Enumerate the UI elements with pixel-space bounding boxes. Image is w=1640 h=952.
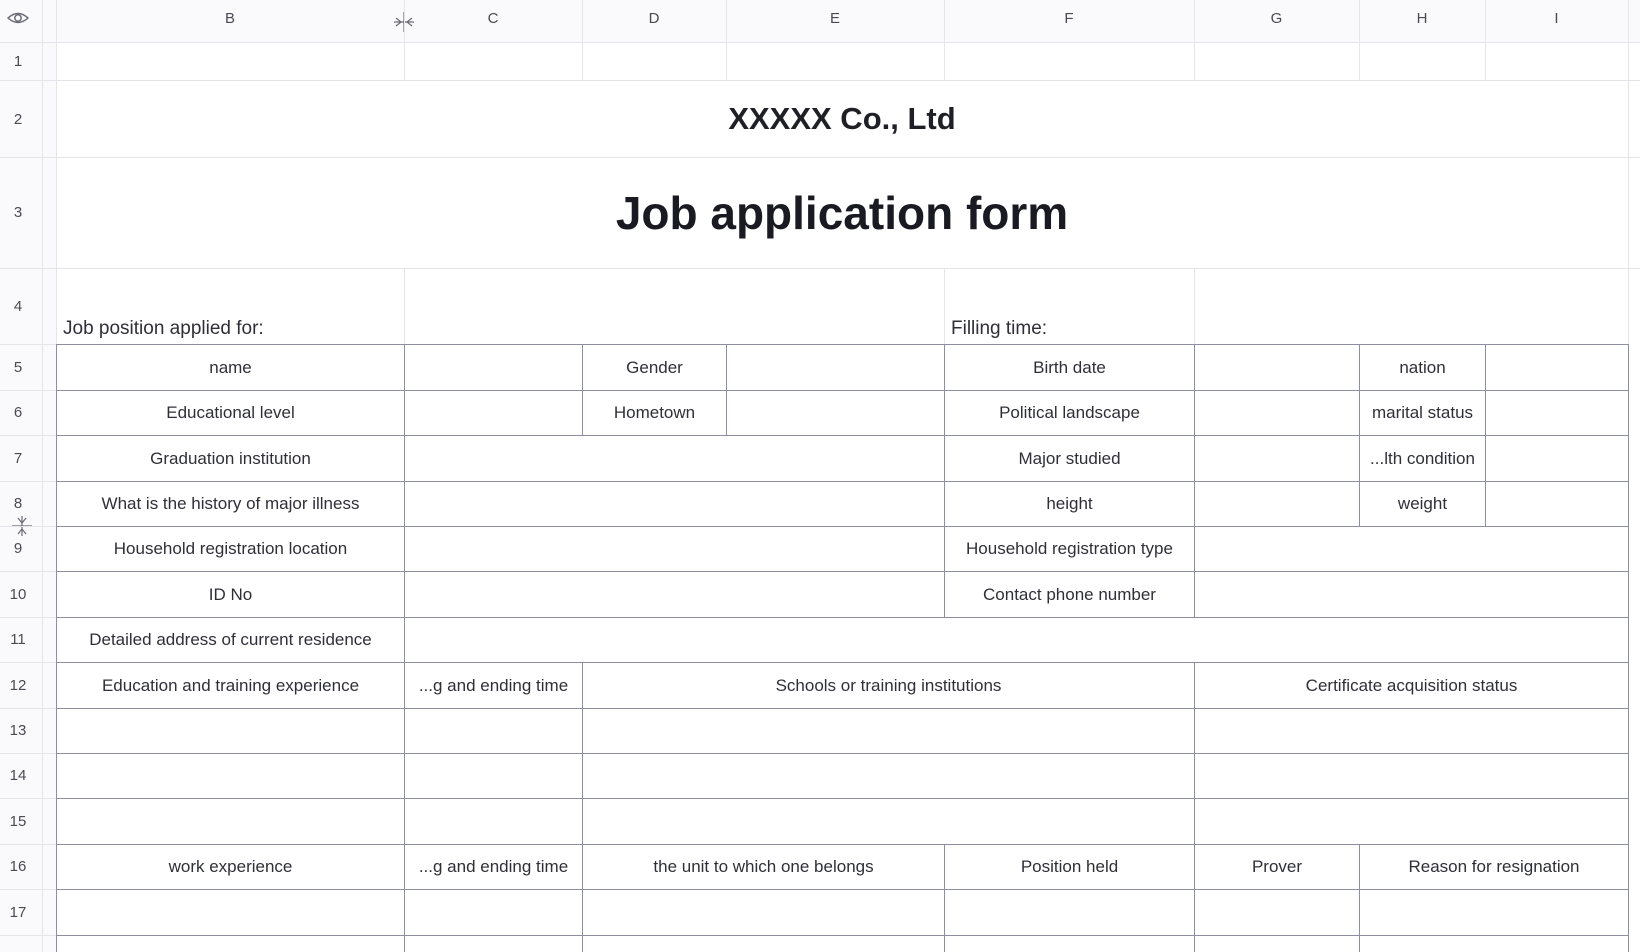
nation-label: nation <box>1399 357 1446 377</box>
eye-icon[interactable] <box>6 8 30 28</box>
grid-line <box>1194 0 1195 42</box>
school-cell[interactable] <box>583 799 1194 844</box>
grid-line <box>944 0 945 42</box>
id-no-field[interactable] <box>405 572 944 617</box>
height-label: height <box>1046 494 1093 513</box>
column-header-d[interactable]: D <box>648 10 660 27</box>
education-row-label-cell[interactable] <box>57 754 404 798</box>
political-landscape-field[interactable] <box>1195 391 1359 435</box>
row-header-13[interactable]: 13 <box>9 722 27 739</box>
education-time-cell[interactable] <box>405 754 582 798</box>
grid-line <box>0 344 56 345</box>
birth-date-label: Birth date <box>1033 357 1106 377</box>
name-label: name <box>209 357 252 377</box>
row-header-bar <box>0 0 56 952</box>
grid-line <box>582 42 583 80</box>
row-header-7[interactable]: 7 <box>13 450 23 467</box>
grid-line <box>1485 42 1486 80</box>
marital-status-label: marital status <box>1371 403 1474 422</box>
grid-line <box>0 42 1640 43</box>
weight-label: weight <box>1397 494 1448 513</box>
education-level-label: Educational level <box>166 403 295 422</box>
prover-cell[interactable] <box>1195 890 1359 935</box>
filling-time-field[interactable] <box>1195 269 1628 344</box>
grid-line <box>0 708 56 709</box>
major-studied-field[interactable] <box>1195 436 1359 481</box>
row-header-15[interactable]: 15 <box>9 813 27 830</box>
certificate-cell[interactable] <box>1195 709 1628 753</box>
household-type-label: Household registration type <box>966 539 1173 558</box>
grid-line <box>1359 0 1360 42</box>
grid-line <box>1194 42 1195 80</box>
certificate-cell[interactable] <box>1195 799 1628 844</box>
nation-field[interactable] <box>1486 345 1628 390</box>
work-time-header: ...g and ending time <box>418 857 569 876</box>
row-header-8[interactable]: 8 <box>13 495 23 512</box>
education-time-cell[interactable] <box>405 799 582 844</box>
unit-cell[interactable] <box>583 890 944 935</box>
schools-header: Schools or training institutions <box>775 675 1002 695</box>
form-title: Job application form <box>615 186 1069 239</box>
education-time-cell[interactable] <box>405 709 582 753</box>
grid-line <box>726 0 727 42</box>
grid-line <box>0 798 56 799</box>
grid-line <box>0 435 56 436</box>
grid-line <box>0 571 56 572</box>
row-header-16[interactable]: 16 <box>9 858 27 875</box>
row-header-10[interactable]: 10 <box>9 586 27 603</box>
row-header-2[interactable]: 2 <box>13 111 23 128</box>
grid-line <box>1359 42 1360 80</box>
column-header-i[interactable]: I <box>1554 10 1559 27</box>
hometown-label: Hometown <box>613 403 696 422</box>
grid-line <box>1485 0 1486 42</box>
grid-line <box>582 0 583 42</box>
grid-line <box>0 889 56 890</box>
illness-history-field[interactable] <box>405 482 944 526</box>
grid-line <box>404 0 405 42</box>
row-header-1[interactable]: 1 <box>13 53 23 70</box>
job-position-label: Job position applied for: <box>63 318 264 339</box>
political-landscape-label: Political landscape <box>999 403 1140 422</box>
grid-line <box>0 662 56 663</box>
id-no-label: ID No <box>208 584 253 604</box>
grid-line <box>0 526 56 527</box>
column-header-f[interactable]: F <box>1064 10 1074 27</box>
household-location-field[interactable] <box>405 527 944 571</box>
row-header-17[interactable]: 17 <box>9 904 27 921</box>
position-held-header: Position held <box>1020 857 1119 876</box>
row-header-14[interactable]: 14 <box>9 767 27 784</box>
grid-line <box>0 481 56 482</box>
prover-header: Prover <box>1251 857 1303 876</box>
row-header-6[interactable]: 6 <box>13 404 23 421</box>
grid-line <box>726 42 727 80</box>
marital-status-field[interactable] <box>1486 391 1628 435</box>
major-studied-label: Major studied <box>1018 448 1121 468</box>
weight-field[interactable] <box>1486 482 1628 526</box>
education-time-header: ...g and ending time <box>418 675 569 695</box>
school-cell[interactable] <box>583 709 1194 753</box>
education-level-field[interactable] <box>405 391 582 435</box>
certificate-cell[interactable] <box>1195 754 1628 798</box>
table-border <box>1628 344 1629 952</box>
resignation-cell[interactable] <box>1360 890 1628 935</box>
row-header-3[interactable]: 3 <box>13 204 23 221</box>
column-header-c[interactable]: C <box>487 10 499 27</box>
column-header-h[interactable]: H <box>1416 10 1428 27</box>
row-header-11[interactable]: 11 <box>10 631 26 648</box>
gender-label: Gender <box>626 357 683 377</box>
grid-line <box>0 617 56 618</box>
row-header-4[interactable]: 4 <box>13 298 23 315</box>
company-title: XXXXX Co., Ltd <box>728 100 956 136</box>
graduation-institution-label: Graduation institution <box>150 448 311 468</box>
row-header-5[interactable]: 5 <box>13 359 23 376</box>
column-header-b[interactable]: B <box>224 10 235 27</box>
education-row-label-cell[interactable] <box>57 799 404 844</box>
work-experience-label: work experience <box>168 857 293 876</box>
row-header-12[interactable]: 12 <box>9 677 27 694</box>
graduation-institution-field[interactable] <box>405 436 944 481</box>
resignation-header: Reason for resignation <box>1408 857 1580 876</box>
gender-field[interactable] <box>727 345 944 390</box>
address-field[interactable] <box>405 618 1628 662</box>
household-type-field[interactable] <box>1195 527 1628 571</box>
job-position-field[interactable] <box>405 269 943 344</box>
household-location-label: Household registration location <box>113 539 348 558</box>
grid-line <box>0 844 56 845</box>
certificate-header: Certificate acquisition status <box>1305 675 1518 695</box>
grid-line <box>0 753 56 754</box>
column-header-e[interactable]: E <box>829 10 840 27</box>
illness-history-label: What is the history of major illness <box>101 494 360 513</box>
contact-phone-label: Contact phone number <box>983 584 1156 604</box>
address-label: Detailed address of current residence <box>89 630 372 649</box>
contact-phone-field[interactable] <box>1195 572 1628 617</box>
work-time-cell[interactable] <box>405 890 582 935</box>
health-condition-field[interactable] <box>1486 436 1628 481</box>
column-header-g[interactable]: G <box>1270 10 1283 27</box>
birth-date-field[interactable] <box>1195 345 1359 390</box>
education-experience-label: Education and training experience <box>101 675 360 695</box>
grid-line <box>42 0 43 952</box>
unit-header: the unit to which one belongs <box>653 857 874 876</box>
grid-line <box>0 935 56 936</box>
position-held-cell[interactable] <box>945 890 1194 935</box>
table-border <box>56 935 1628 936</box>
height-field[interactable] <box>1195 482 1359 526</box>
filling-time-label: Filling time: <box>951 318 1048 339</box>
grid-line <box>0 390 56 391</box>
name-field[interactable] <box>405 345 582 390</box>
health-condition-label: ...lth condition <box>1370 448 1475 468</box>
hometown-field[interactable] <box>727 391 944 435</box>
grid-line <box>404 42 405 80</box>
row-header-9[interactable]: 9 <box>13 540 23 557</box>
work-row-label-cell[interactable] <box>57 890 404 935</box>
school-cell[interactable] <box>583 754 1194 798</box>
education-row-label-cell[interactable] <box>57 709 404 753</box>
grid-line <box>944 42 945 80</box>
